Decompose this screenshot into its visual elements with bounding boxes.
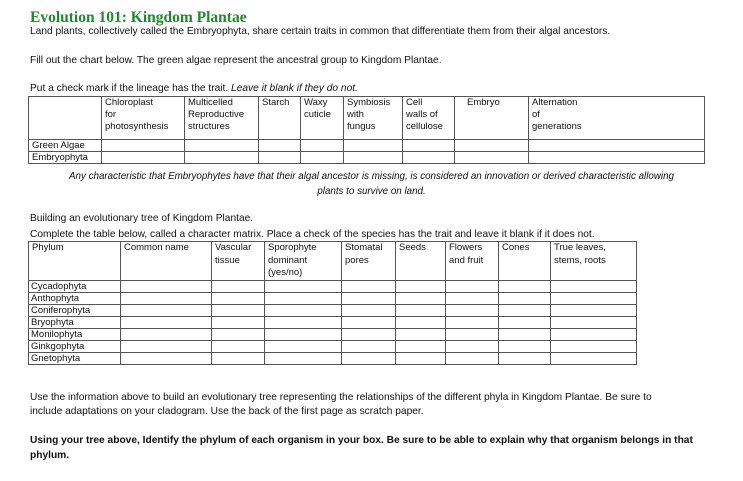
matrix-cell[interactable] [551, 280, 637, 292]
matrix-header-vascular [212, 242, 265, 281]
matrix-cell[interactable] [342, 340, 396, 352]
trait-cell[interactable] [344, 152, 403, 164]
trait-cell[interactable] [455, 140, 529, 152]
trait-header-line: Chloroplast [105, 97, 154, 108]
matrix-cell[interactable] [499, 352, 551, 364]
matrix-row-phylum: Anthophyta [29, 292, 121, 304]
matrix-cell[interactable] [396, 316, 446, 328]
matrix-header-row [29, 242, 637, 281]
trait-header-line: structures [188, 121, 230, 132]
instruction-check-plain: Put a check mark if the lineage has the trait. [30, 83, 232, 94]
trait-cell[interactable] [529, 140, 705, 152]
matrix-cell[interactable] [446, 328, 499, 340]
trait-header-line: fungus [347, 121, 376, 132]
matrix-cell[interactable] [396, 352, 446, 364]
matrix-row-phylum: Coniferophyta [29, 304, 121, 316]
trait-header-line: cuticle [304, 109, 331, 120]
matrix-header-stomatal [342, 242, 396, 281]
matrix-cell[interactable] [265, 304, 342, 316]
trait-header-starch [259, 97, 301, 140]
trait-cell[interactable] [185, 152, 259, 164]
matrix-header-cones [499, 242, 551, 281]
matrix-cell[interactable] [499, 304, 551, 316]
matrix-header-line: Vascular [215, 242, 252, 253]
matrix-row-phylum: Monilophyta [29, 328, 121, 340]
matrix-cell[interactable] [121, 316, 212, 328]
matrix-cell[interactable] [342, 304, 396, 316]
trait-header-line: Embryo [467, 97, 500, 108]
tree-instruction-line2: include adaptations on your cladogram. Use the back of the first page as scratch paper. [30, 406, 424, 417]
matrix-cell[interactable] [121, 352, 212, 364]
matrix-cell[interactable] [446, 340, 499, 352]
trait-header-alternation [529, 97, 705, 140]
identify-instruction-line1: Using your tree above, Identify the phylum of each organism in your box. Be sure to be able to explain why that organism belongs in that [30, 435, 693, 446]
trait-header-waxy-cuticle [301, 97, 344, 140]
matrix-row-phylum: Gnetophyta [29, 352, 121, 364]
matrix-cell[interactable] [551, 304, 637, 316]
trait-row-green-algae [29, 140, 705, 152]
matrix-cell[interactable] [499, 280, 551, 292]
trait-header-chloroplast [102, 97, 185, 140]
matrix-cell[interactable] [396, 280, 446, 292]
matrix-cell[interactable] [212, 292, 265, 304]
intro-text: Land plants, collectively called the Embryophyta, share certain traits in common that differentiate them from their algal ancestors. [30, 26, 611, 37]
character-matrix-table [28, 241, 637, 365]
matrix-cell[interactable] [551, 316, 637, 328]
trait-header-line: Reproductive [188, 109, 244, 120]
trait-header-line: Multicelled [188, 97, 233, 108]
matrix-cell[interactable] [499, 340, 551, 352]
matrix-header-line: dominant [268, 254, 308, 266]
trait-header-embryo [455, 97, 529, 140]
matrix-row [29, 352, 637, 364]
trait-cell[interactable] [301, 152, 344, 164]
matrix-cell[interactable] [499, 292, 551, 304]
matrix-cell[interactable] [265, 352, 342, 364]
trait-header-line: cellulose [406, 121, 443, 132]
matrix-cell[interactable] [551, 328, 637, 340]
matrix-cell[interactable] [212, 304, 265, 316]
matrix-header-line: Common name [124, 242, 189, 253]
matrix-cell[interactable] [212, 316, 265, 328]
matrix-cell[interactable] [446, 352, 499, 364]
trait-chart-header-row [29, 97, 705, 140]
trait-cell[interactable] [259, 152, 301, 164]
matrix-cell[interactable] [121, 304, 212, 316]
trait-header-line: Cell [406, 97, 423, 108]
matrix-row [29, 292, 637, 304]
trait-cell[interactable] [259, 140, 301, 152]
matrix-cell[interactable] [396, 304, 446, 316]
matrix-header-flowers [446, 242, 499, 281]
matrix-cell[interactable] [342, 280, 396, 292]
matrix-cell[interactable] [551, 340, 637, 352]
matrix-cell[interactable] [342, 316, 396, 328]
matrix-header-true-leaves [551, 242, 637, 281]
matrix-row-phylum: Ginkgophyta [29, 340, 121, 352]
trait-cell[interactable] [403, 152, 455, 164]
page-title: Evolution 101: Kingdom Plantae [30, 9, 247, 26]
matrix-cell[interactable] [121, 328, 212, 340]
trait-header-multicelled [185, 97, 259, 140]
matrix-cell[interactable] [265, 340, 342, 352]
trait-cell[interactable] [344, 140, 403, 152]
matrix-cell[interactable] [212, 340, 265, 352]
matrix-header-seeds [396, 242, 446, 281]
matrix-cell[interactable] [265, 292, 342, 304]
trait-header-symbiosis [344, 97, 403, 140]
matrix-cell[interactable] [265, 328, 342, 340]
matrix-header-line: Phylum [32, 242, 64, 253]
matrix-header-line: True leaves, [554, 242, 606, 253]
trait-header-line: Starch [262, 97, 290, 108]
section2-instruction: Complete the table below, called a character matrix. Place a check of the species has the trait and leave it blank if it does not. [30, 229, 595, 240]
matrix-cell[interactable] [342, 352, 396, 364]
matrix-header-line: (yes/no) [268, 267, 303, 278]
trait-header-line: walls of [406, 109, 438, 120]
trait-cell[interactable] [529, 152, 705, 164]
trait-header-line: photosynthesis [105, 121, 169, 132]
matrix-header-common-name [121, 242, 212, 281]
instruction-fill-chart: Fill out the chart below. The green algae represent the ancestral group to Kingdom Plantae. [30, 55, 442, 66]
matrix-cell[interactable] [446, 304, 499, 316]
matrix-header-line: pores [345, 254, 369, 266]
instruction-check-italic: Leave it blank if they do not. [231, 83, 358, 94]
trait-header-line: Alternation [532, 97, 578, 108]
instruction-check-mark [30, 83, 358, 95]
matrix-row-phylum: Bryophyta [29, 316, 121, 328]
matrix-cell[interactable] [212, 328, 265, 340]
matrix-cell[interactable] [121, 280, 212, 292]
trait-chart-corner [29, 97, 102, 140]
matrix-row-phylum: Cycadophyta [29, 280, 121, 292]
note-derived-line2: plants to survive on land. [317, 186, 426, 197]
matrix-cell[interactable] [342, 328, 396, 340]
matrix-header-line: Sporophyte [268, 242, 317, 253]
matrix-cell[interactable] [212, 352, 265, 364]
trait-header-line: generations [532, 121, 582, 132]
identify-instruction-line2: phylum. [30, 450, 70, 461]
matrix-cell[interactable] [121, 292, 212, 304]
matrix-header-line: tissue [215, 254, 240, 266]
matrix-cell[interactable] [121, 340, 212, 352]
matrix-row [29, 328, 637, 340]
note-derived-line1: Any characteristic that Embryophytes have that their algal ancestor is missing, is considered an innovation or derived characteristic allowing [69, 171, 674, 182]
matrix-header-line: Cones [502, 242, 530, 253]
matrix-cell[interactable] [212, 280, 265, 292]
matrix-cell[interactable] [499, 328, 551, 340]
trait-row-label: Embryophyta [29, 152, 102, 164]
matrix-header-line: stems, roots [554, 254, 606, 266]
matrix-cell[interactable] [446, 316, 499, 328]
matrix-header-line: and fruit [449, 254, 484, 266]
section2-heading: Building an evolutionary tree of Kingdom Plantae. [30, 213, 254, 224]
tree-instruction-line1: Use the information above to build an evolutionary tree representing the relationships of the different phyla in Kingdom Plantae. Be sure to [30, 392, 652, 403]
matrix-cell[interactable] [499, 316, 551, 328]
trait-header-line: Waxy [304, 97, 328, 108]
matrix-cell[interactable] [551, 292, 637, 304]
matrix-cell[interactable] [396, 292, 446, 304]
matrix-cell[interactable] [396, 340, 446, 352]
trait-cell[interactable] [403, 140, 455, 152]
matrix-header-sporophyte [265, 242, 342, 281]
matrix-cell[interactable] [446, 292, 499, 304]
trait-cell[interactable] [301, 140, 344, 152]
matrix-row [29, 280, 637, 292]
matrix-header-line: Stomatal [345, 242, 383, 253]
trait-header-line: with [347, 109, 364, 120]
matrix-cell[interactable] [551, 352, 637, 364]
matrix-row [29, 340, 637, 352]
matrix-header-phylum [29, 242, 121, 281]
trait-header-cell-walls [403, 97, 455, 140]
matrix-cell[interactable] [342, 292, 396, 304]
trait-chart-table [28, 96, 705, 164]
trait-cell[interactable] [455, 152, 529, 164]
matrix-cell[interactable] [446, 280, 499, 292]
matrix-cell[interactable] [265, 280, 342, 292]
trait-header-line: of [532, 109, 540, 120]
matrix-cell[interactable] [265, 316, 342, 328]
trait-row-label: Green Algae [29, 140, 102, 152]
trait-cell[interactable] [185, 140, 259, 152]
matrix-header-line: Seeds [399, 242, 426, 253]
trait-header-line: for [105, 109, 117, 120]
matrix-row [29, 304, 637, 316]
trait-cell[interactable] [102, 140, 185, 152]
matrix-header-line: Flowers [449, 242, 483, 253]
trait-row-embryophyta [29, 152, 705, 164]
matrix-cell[interactable] [396, 328, 446, 340]
trait-cell[interactable] [102, 152, 185, 164]
trait-header-line: Symbiosis [347, 97, 391, 108]
matrix-row [29, 316, 637, 328]
